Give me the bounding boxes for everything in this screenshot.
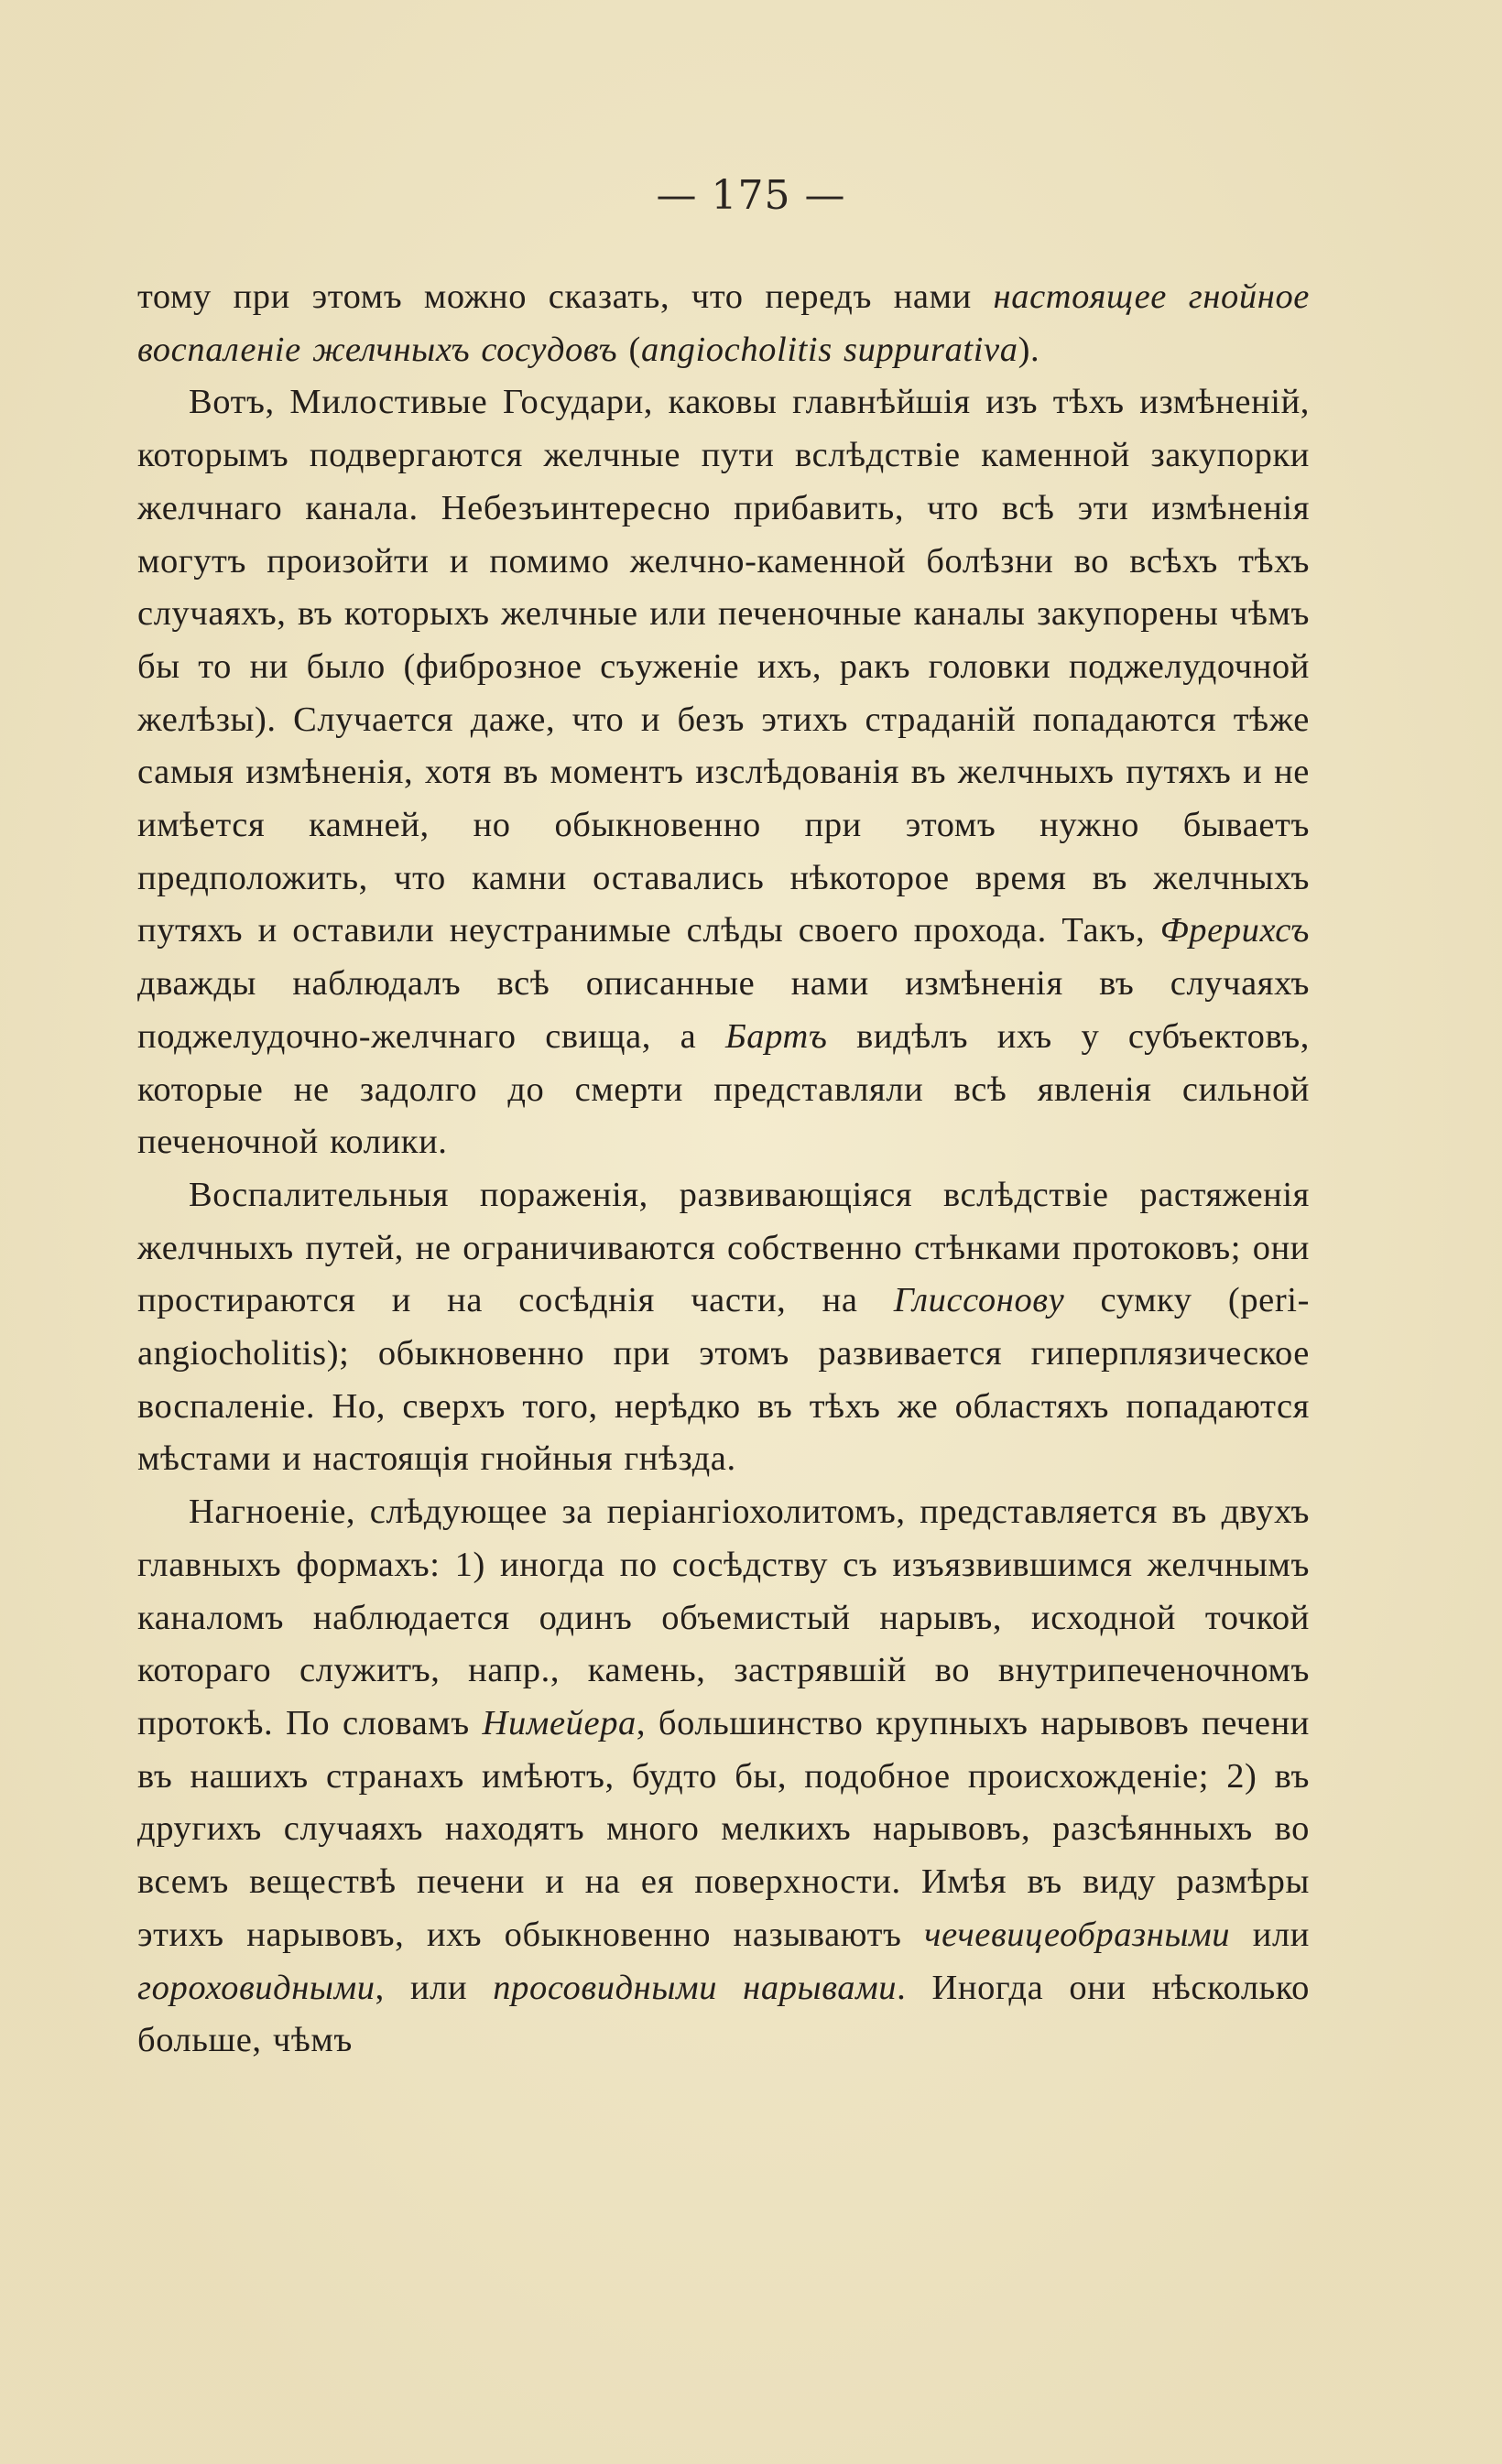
text-run: видѣлъ ихъ у субъектовъ, которые не задолго до смерти представляли всѣ явленія сильной печеночной колики. <box>137 1016 1310 1162</box>
paragraph <box>137 376 1310 1169</box>
text-run: Воспалительныя пораженія, развивающіяся вслѣдствіе растяженія желчныхъ путей, не ограничиваются собственно стѣнками протоковъ; они простираются и на сосѣднія части, на <box>137 1175 1310 1320</box>
text-run: Нагноеніе, слѣдующее за періангіохолитомъ, представляется въ двухъ главныхъ формахъ: 1) иногда по сосѣдству съ изъязвившимся желчнымъ каналомъ наблюдается одинъ объемистый нарывъ, исходной точкой котораго служитъ, напр., камень, застрявшій во внутрипеченочномъ протокѣ. По словамъ <box>137 1493 1310 1742</box>
italic-text: гороховидными <box>137 1968 376 2007</box>
text-run: ( <box>617 330 641 369</box>
text-run: сумку (peri-angiocholitis); обыкновенно при этомъ развивается гиперплязическое воспаленіе. Но, сверхъ того, нерѣдко въ тѣхъ же областяхъ попадаются мѣстами и настоящія гнойныя гнѣзда. <box>137 1281 1310 1479</box>
paragraph <box>137 1486 1310 2068</box>
paragraph <box>137 271 1310 376</box>
italic-text: Фрерихсъ <box>1159 911 1310 950</box>
text-run: дважды наблюдалъ всѣ описанные нами измѣненія въ случаяхъ поджелудочно-желчнаго свища, а <box>137 964 1310 1056</box>
italic-text: Глиссонову <box>893 1281 1065 1320</box>
italic-text: чечевицеобразными <box>924 1915 1231 1954</box>
text-run: , большинство крупныхъ нарывовъ печени въ нашихъ странахъ имѣютъ, будто бы, подобное происхожденіе; 2) въ другихъ случаяхъ находятъ много мелкихъ нарывовъ, разсѣянныхъ во всемъ веществѣ печени и на ея поверхности. Имѣя въ виду размѣры этихъ нарывовъ, ихъ обыкновенно называютъ <box>137 1703 1310 1954</box>
body-text <box>137 271 1310 2068</box>
text-run: или <box>1230 1915 1310 1954</box>
text-run: ). <box>1018 330 1040 369</box>
page-number: — 175 — <box>656 172 846 219</box>
italic-text: Бартъ <box>724 1016 828 1056</box>
paragraph <box>137 1169 1310 1486</box>
text-run: тому при этомъ можно сказать, что передъ нами <box>137 277 994 316</box>
italic-text: Нимейера <box>482 1703 637 1742</box>
italic-text: просовидными нарывами <box>493 1968 898 2007</box>
italic-text: angiocholitis suppurativa <box>640 330 1018 369</box>
text-run: . Иногда они нѣсколько больше, чѣмъ <box>137 1968 1310 2060</box>
italic-text: настоящее гнойное воспаленіе желчныхъ сосудовъ <box>137 277 1310 369</box>
text-run: , или <box>375 1968 494 2007</box>
text-run: Вотъ, Милостивые Государи, каковы главнѣйшія изъ тѣхъ измѣненій, которымъ подвергаются желчные пути вслѣдствіе каменной закупорки желчнаго канала. Небезъинтересно прибавить, что всѣ эти измѣненія могутъ произойти и помимо желчно-каменной болѣзни во всѣхъ тѣхъ случаяхъ, въ которыхъ желчные или печеночные каналы закупорены чѣмъ бы то ни было (фиброзное съуженіе ихъ, ракъ головки поджелудочной желѣзы). Случается даже, что и безъ этихъ страданій попадаются тѣже самыя измѣненія, хотя въ моментъ изслѣдованія въ желчныхъ путяхъ и не имѣется камней, но обыкновенно при этомъ нужно бываетъ предположить, что камни оставались нѣкоторое время въ желчныхъ путяхъ и оставили неустранимые слѣды своего прохода. Такъ, <box>137 383 1310 950</box>
